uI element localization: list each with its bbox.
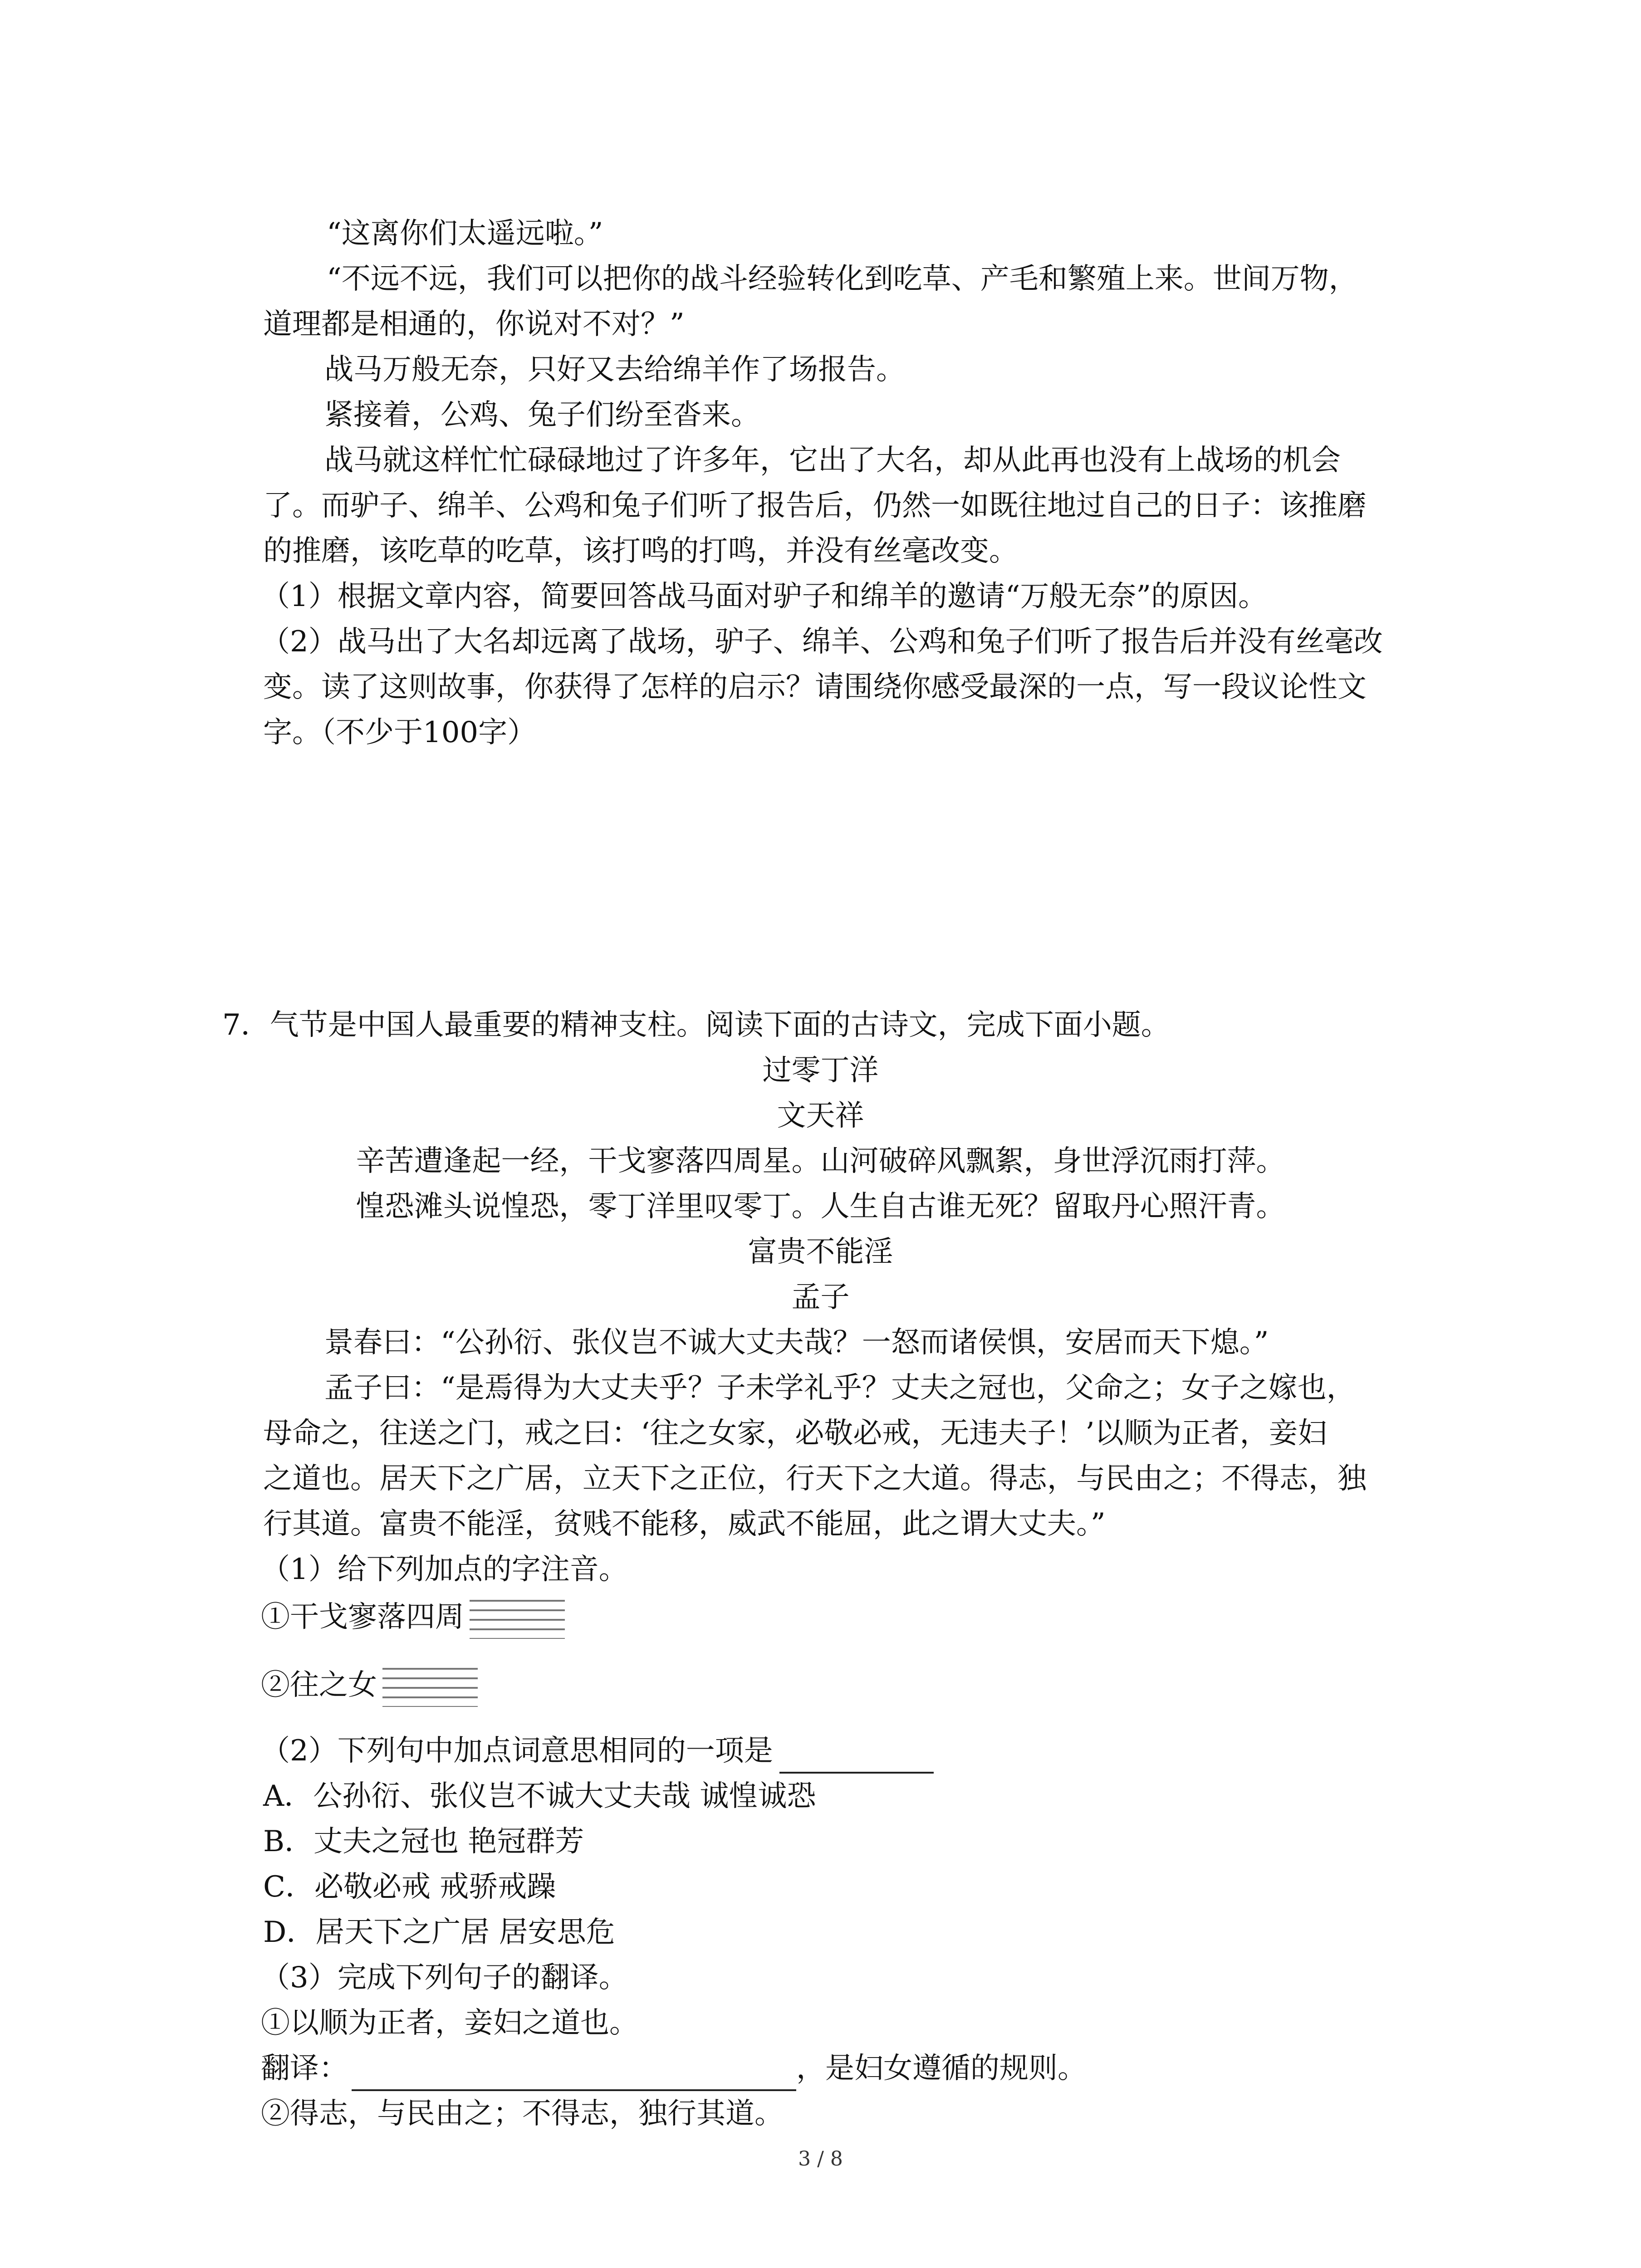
sub1-item-2-text: ②往之女	[261, 1668, 377, 1702]
sub2-option-a: A．公孙衍、张仪岂不诚大丈夫哉 诚惶诚恐	[263, 1779, 816, 1813]
prose-line-3: 母命之，往送之门，戒之曰：‘往之女家，必敬必戒，无违夫子！’以顺为正者，妾妇	[263, 1417, 1327, 1450]
poem-line-1: 辛苦遭逢起一经，干戈寥落四周星。山河破碎风飘絮，身世浮沉雨打萍。	[356, 1144, 1285, 1178]
story-line-1: “这离你们太遥远啦。”	[327, 217, 603, 250]
sub2-answer-blank[interactable]	[779, 1737, 934, 1774]
sub2-prompt: （2）下列句中加点词意思相同的一项是	[261, 1734, 773, 1768]
prose-title: 富贵不能淫	[748, 1235, 893, 1269]
sub1-item-1	[261, 1594, 565, 1640]
story-line-3: 道理都是相通的，你说对不对？”	[263, 308, 685, 341]
poem-line-2: 惶恐滩头说惶恐，零丁洋里叹零丁。人生自古谁无死？留取丹心照汗青。	[356, 1190, 1285, 1223]
sub3-translate-suffix: ，是妇女遵循的规则。	[796, 2052, 1087, 2085]
sub3-translate-row	[261, 2046, 1087, 2091]
poem-author: 文天祥	[777, 1099, 864, 1133]
story-question-2-line-3: 字。（不少于100字）	[263, 716, 537, 749]
sub2-prompt-row	[261, 1728, 934, 1774]
sub1-item-1-text: ①干戈寥落四周	[261, 1600, 464, 1634]
story-question-1: （1）根据文章内容，简要回答战马面对驴子和绵羊的邀请“万般无奈”的原因。	[261, 580, 1268, 613]
story-question-2-line-1: （2）战马出了大名却远离了战场，驴子、绵羊、公鸡和兔子们听了报告后并没有丝毫改	[261, 625, 1383, 659]
prose-line-4: 之道也。居天下之广居，立天下之正位，行天下之大道。得志，与民由之；不得志，独	[263, 1462, 1367, 1496]
prose-author: 孟子	[791, 1281, 850, 1314]
poem-title: 过零丁洋	[762, 1054, 879, 1087]
sub2-option-b: B．丈夫之冠也 艳冠群芳	[263, 1825, 584, 1858]
sub3-item-1: ①以顺为正者，妾妇之道也。	[261, 2006, 638, 2040]
story-line-8: 的推磨，该吃草的吃草，该打鸣的打鸣，并没有丝毫改变。	[263, 534, 1018, 568]
sub1-prompt: （1）给下列加点的字注音。	[261, 1553, 628, 1586]
sub3-translation-blank[interactable]	[352, 2055, 796, 2091]
page-number: 3 / 8	[798, 2147, 843, 2170]
pinyin-answer-lines-2[interactable]	[382, 1668, 478, 1707]
sub3-item-2: ②得志，与民由之；不得志，独行其道。	[261, 2097, 784, 2131]
sub3-translate-label: 翻译：	[261, 2052, 348, 2085]
story-line-5: 紧接着，公鸡、兔子们纷至沓来。	[324, 398, 760, 432]
story-line-2: “不远不远，我们可以把你的战斗经验转化到吃草、产毛和繁殖上来。世间万物，	[327, 262, 1358, 296]
story-question-2-line-2: 变。读了这则故事，你获得了怎样的启示？请围绕你感受最深的一点，写一段议论性文	[263, 670, 1367, 704]
story-line-7: 了。而驴子、绵羊、公鸡和兔子们听了报告后，仍然一如既往地过自己的日子：该推磨	[263, 489, 1367, 523]
story-line-4: 战马万般无奈，只好又去给绵羊作了场报告。	[324, 353, 905, 386]
q7-intro: 7．气节是中国人最重要的精神支柱。阅读下面的古诗文，完成下面小题。	[222, 1008, 1170, 1042]
sub3-prompt: （3）完成下列句子的翻译。	[261, 1961, 628, 1994]
story-line-6: 战马就这样忙忙碌碌地过了许多年，它出了大名，却从此再也没有上战场的机会	[324, 444, 1341, 477]
sub2-option-d: D．居天下之广居 居安思危	[263, 1916, 615, 1949]
prose-line-5: 行其道。富贵不能淫，贫贱不能移，威武不能屈，此之谓大丈夫。”	[263, 1507, 1106, 1541]
sub1-item-2	[261, 1662, 478, 1708]
sub2-option-c: C．必敬必戒 戒骄戒躁	[263, 1870, 556, 1904]
prose-line-2: 孟子曰：“是焉得为大丈夫乎？子未学礼乎？丈夫之冠也，父命之；女子之嫁也，	[324, 1371, 1356, 1405]
pinyin-answer-lines-1[interactable]	[470, 1600, 565, 1639]
prose-line-1: 景春曰：“公孙衍、张仪岂不诚大丈夫哉？一怒而诸侯惧，安居而天下熄。”	[324, 1326, 1269, 1359]
